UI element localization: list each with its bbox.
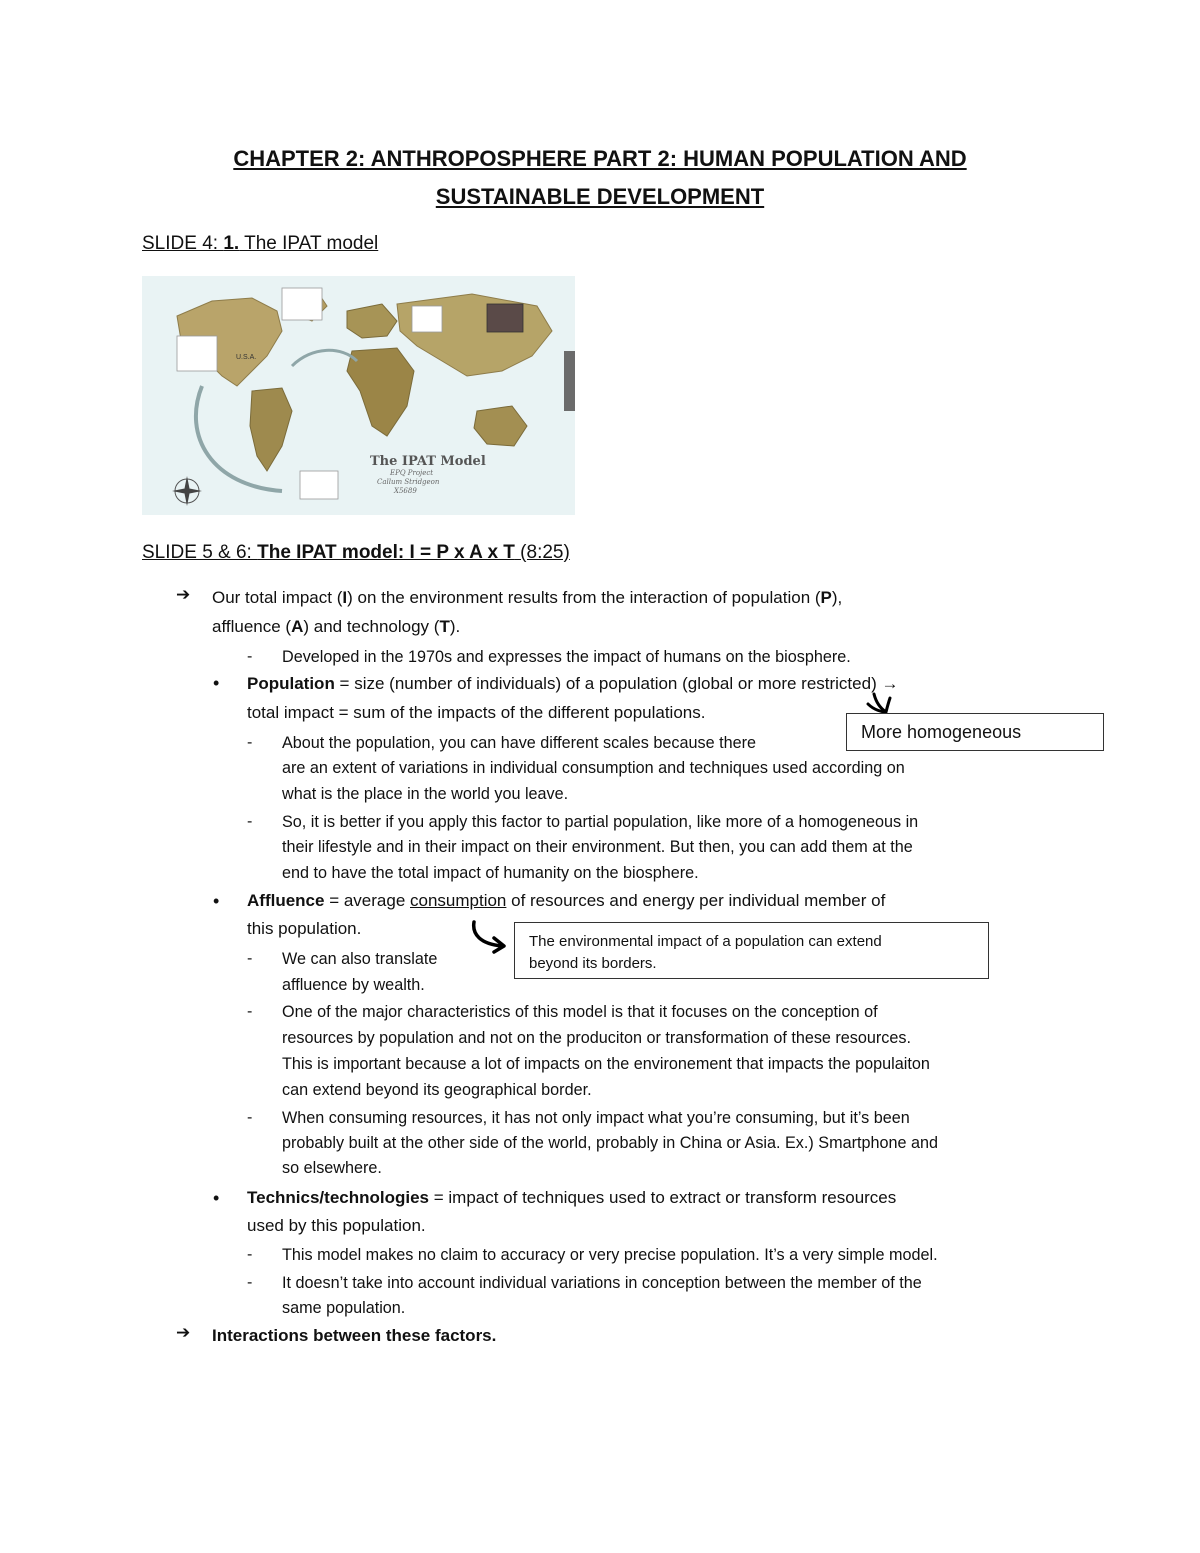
population-dash-2-line-3: end to have the total impact of humanity on the biosphere. xyxy=(282,864,699,882)
intro-line-2: affluence (A) and technology (T). xyxy=(212,617,461,636)
technics-dash-2-line-1: It doesn’t take into account individual variations in conception between the member of the xyxy=(282,1274,922,1292)
dash-icon: - xyxy=(247,734,253,751)
affluence-line-1: Affluence = average consumption of resources and energy per individual member of xyxy=(247,891,886,910)
dash-icon: - xyxy=(247,1109,253,1126)
bullet-icon: • xyxy=(213,1188,220,1208)
more-homogeneous-callout xyxy=(846,713,1104,751)
affluence-dash-3-line-2: probably built at the other side of the world, probably in China or Asia. Ex.) Smartphone and xyxy=(282,1134,938,1152)
map-subtitle-2: Callum Stridgeon xyxy=(377,478,440,486)
environmental-impact-text: The environmental impact of a population can extend beyond its borders. xyxy=(529,933,882,972)
intro-developed: Developed in the 1970s and expresses the impact of humans on the biosphere. xyxy=(282,648,851,666)
title-line-2: SUSTAINABLE DEVELOPMENT xyxy=(435,184,765,209)
technics-dash-2-line-2: same population. xyxy=(282,1299,406,1317)
affluence-dash-2-line-1: One of the major characteristics of this model is that it focuses on the conception of xyxy=(282,1003,878,1021)
map-label-usa: U.S.A. xyxy=(236,354,257,361)
title-line-1: CHAPTER 2: ANTHROPOSPHERE PART 2: HUMAN POPULATION AND xyxy=(233,146,967,171)
dash-icon: - xyxy=(247,950,253,967)
technics-dash-1: This model makes no claim to accuracy or very precise population. It’s a very simple model. xyxy=(282,1246,938,1264)
population-dash-1-line-1: About the population, you can have different scales because there xyxy=(282,734,756,752)
population-line-2: total impact = sum of the impacts of the different populations. xyxy=(247,703,706,722)
dash-icon: - xyxy=(247,648,253,665)
slide-5-6-heading: SLIDE 5 & 6: The IPAT model: I = P x A x T (8:25) xyxy=(142,542,570,563)
interactions-heading: Interactions between these factors. xyxy=(212,1326,497,1345)
intro-line-1: Our total impact (I) on the environment results from the interaction of population (P), xyxy=(212,588,843,607)
dash-icon: - xyxy=(247,813,253,830)
population-dash-2-line-1: So, it is better if you apply this factor to partial population, like more of a homogeneous in xyxy=(282,813,919,831)
map-title: The IPAT Model xyxy=(370,454,486,469)
world-map-graphic xyxy=(142,276,575,515)
affluence-dash-1-line-2: affluence by wealth. xyxy=(282,976,425,994)
population-dash-2-line-2: their lifestyle and in their impact on their environment. But then, you can add them at the xyxy=(282,838,913,856)
bullet-icon: • xyxy=(213,891,220,911)
affluence-dash-3-line-1: When consuming resources, it has not only impact what you’re consuming, but it’s been xyxy=(282,1109,910,1127)
dash-icon: - xyxy=(247,1003,253,1020)
bullet-icon: • xyxy=(213,673,220,693)
population-dash-1-line-2: are an extent of variations in individual consumption and techniques used according on xyxy=(282,759,905,777)
population-dash-1-line-3: what is the place in the world you leave. xyxy=(282,785,569,803)
technics-line-2: used by this population. xyxy=(247,1216,426,1235)
affluence-dash-1-line-1: We can also translate xyxy=(282,950,438,968)
more-homogeneous-text: More homogeneous xyxy=(861,722,1022,742)
population-line-1: Population = size (number of individuals) of a population (global or more restricted) → xyxy=(247,674,899,693)
affluence-dash-2-line-3: This is important because a lot of impacts on the environement that impacts the populaiton xyxy=(282,1055,930,1073)
affluence-dash-2-line-2: resources by population and not on the produciton or transformation of these resources. xyxy=(282,1029,911,1047)
slide-4-heading: SLIDE 4: 1. The IPAT model xyxy=(142,233,379,254)
dash-icon: - xyxy=(247,1274,253,1291)
arrow-icon: ➔ xyxy=(176,1323,191,1342)
affluence-dash-3-line-3: so elsewhere. xyxy=(282,1159,382,1177)
technics-line-1: Technics/technologies = impact of techniques used to extract or transform resources xyxy=(247,1188,897,1207)
ipat-map-image xyxy=(142,276,575,515)
affluence-line-2: this population. xyxy=(247,919,362,938)
handwritten-arrow-icon xyxy=(466,916,516,954)
map-subtitle-1: EPQ Project xyxy=(390,469,434,477)
affluence-dash-2-line-4: can extend beyond its geographical border. xyxy=(282,1081,592,1099)
arrow-icon: ➔ xyxy=(176,585,191,604)
dash-icon: - xyxy=(247,1246,253,1263)
environmental-impact-callout xyxy=(514,922,989,979)
map-subtitle-3: X5689 xyxy=(394,487,417,495)
page-title xyxy=(120,140,1080,216)
